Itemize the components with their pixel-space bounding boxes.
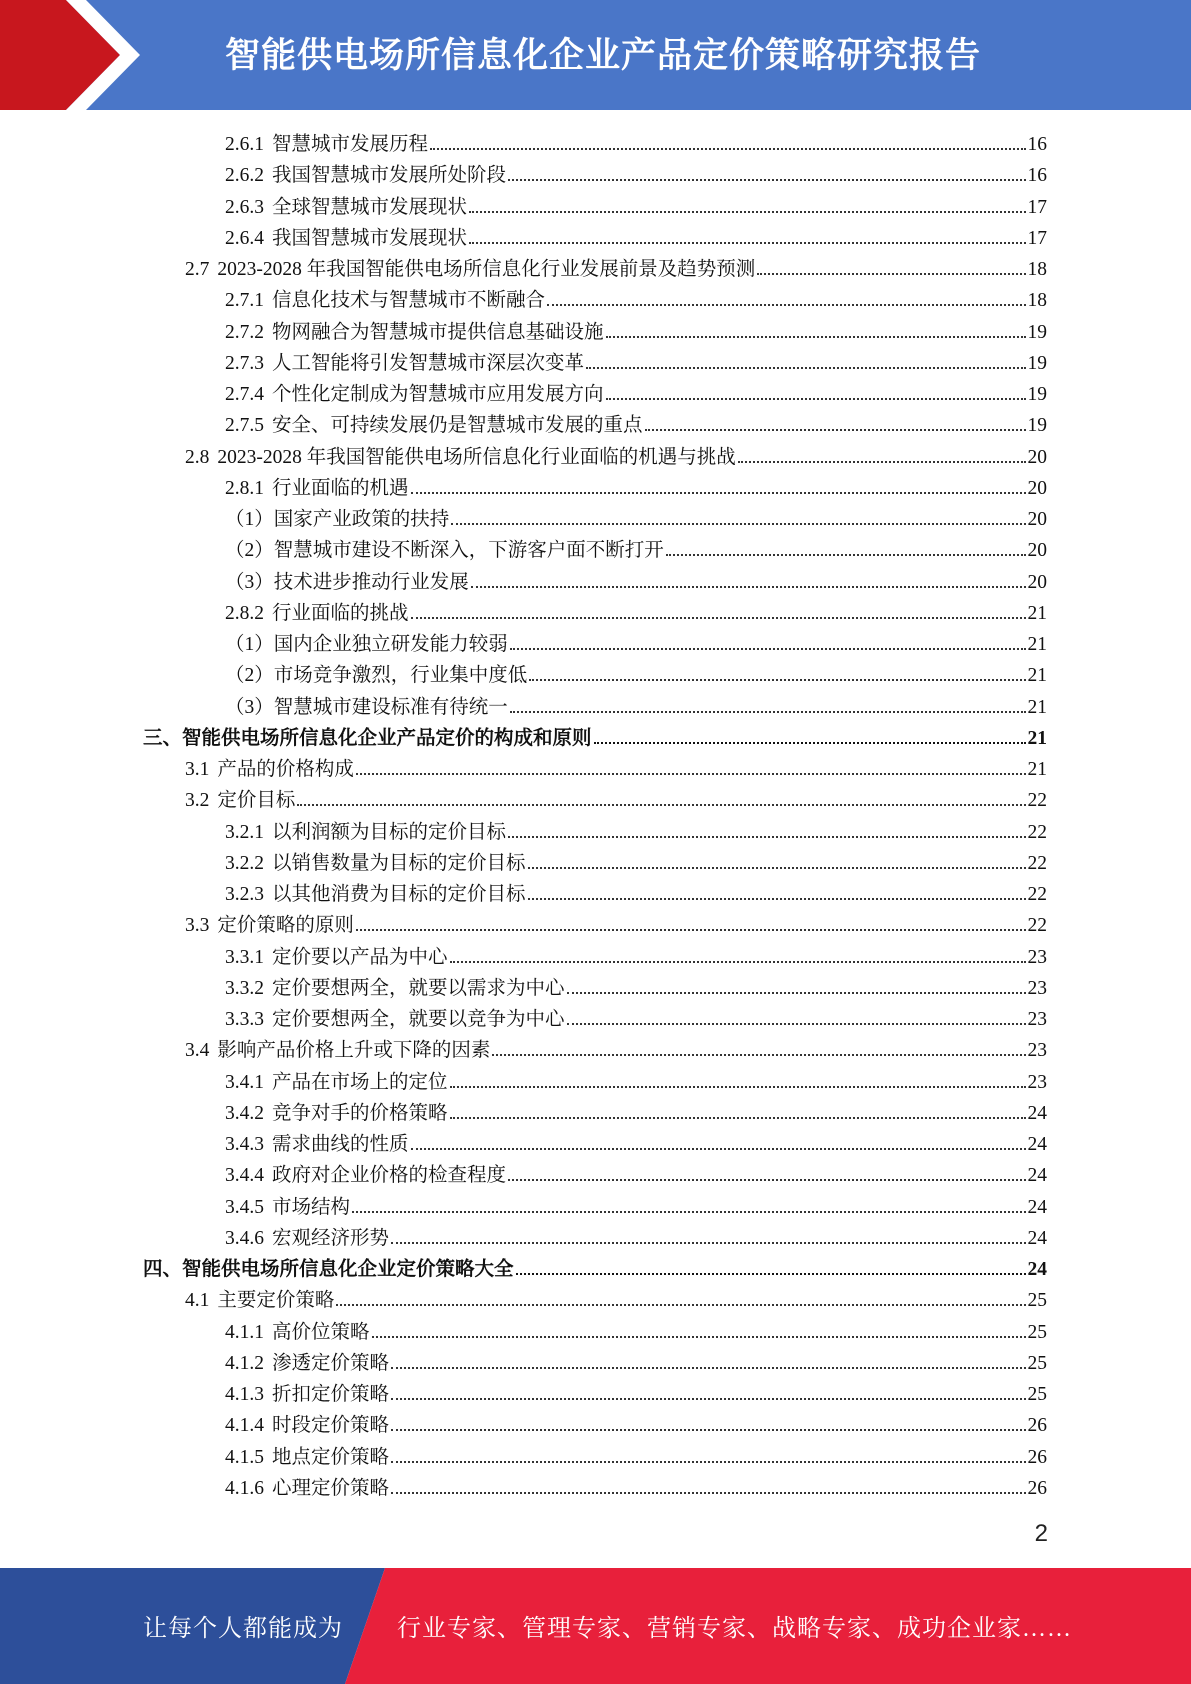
toc-entry-page: 21	[1027, 602, 1047, 624]
toc-entry-label: 以其他消费为目标的定价目标	[272, 884, 526, 905]
toc-entry-page: 24	[1027, 1165, 1047, 1187]
toc-entry[interactable]	[225, 846, 1047, 877]
toc-entry[interactable]	[185, 783, 1047, 814]
toc-entry-page: 20	[1027, 477, 1047, 499]
toc-entry-page: 24	[1027, 1102, 1047, 1124]
toc-leader-dots	[469, 190, 1025, 213]
toc-entry-page: 22	[1027, 821, 1047, 843]
toc-leader-dots	[508, 158, 1025, 181]
toc-leader-dots	[450, 1096, 1026, 1119]
toc-leader-dots	[586, 346, 1025, 369]
toc-entry-number: 2.7.5	[225, 415, 264, 437]
toc-entry-label: 产品的价格构成	[217, 759, 354, 780]
toc-entry-page: 21	[1027, 634, 1047, 655]
toc-leader-dots	[567, 971, 1026, 994]
toc-leader-dots	[606, 315, 1026, 338]
toc-entry[interactable]	[225, 627, 1047, 658]
toc-entry[interactable]	[185, 1033, 1047, 1064]
toc-entry[interactable]	[225, 158, 1047, 189]
toc-leader-dots	[391, 1221, 1025, 1244]
toc-entry[interactable]	[225, 1221, 1047, 1252]
footer-slogan-left: 让每个人都能成为	[143, 1616, 343, 1642]
toc-entry-page: 23	[1027, 1071, 1047, 1093]
toc-leader-dots	[529, 658, 1025, 681]
toc-entry-page: 26	[1027, 1446, 1047, 1468]
toc-entry[interactable]	[225, 877, 1047, 908]
toc-entry-label: 我国智慧城市发展现状	[272, 227, 468, 249]
toc-leader-dots	[336, 1283, 1025, 1306]
report-title: 智能供电场所信息化企业产品定价策略研究报告	[225, 36, 982, 76]
toc-entry[interactable]	[225, 815, 1047, 846]
toc-entry[interactable]	[225, 1346, 1047, 1377]
toc-entry-page: 21	[1027, 727, 1047, 749]
toc-entry[interactable]	[225, 1190, 1047, 1221]
toc-entry-number: 2.7.3	[225, 352, 264, 374]
toc-leader-dots	[567, 1002, 1026, 1025]
toc-entry-page: 25	[1027, 1384, 1047, 1405]
toc-entry[interactable]	[225, 565, 1047, 596]
toc-entry-label: 定价要想两全，就要以需求为中心	[272, 977, 565, 999]
toc-entry-page: 18	[1027, 259, 1047, 280]
toc-entry-number: 3.2.1	[225, 821, 264, 843]
toc-entry-label: 定价要以产品为中心	[272, 946, 448, 968]
toc-entry-number: 3.2.3	[225, 884, 264, 905]
toc-entry[interactable]	[225, 408, 1047, 439]
toc-entry-number: 4.1.6	[225, 1477, 264, 1499]
toc-entry-page: 16	[1027, 165, 1047, 187]
toc-entry[interactable]	[225, 471, 1047, 502]
toc-entry-label: 定价策略的原则	[217, 915, 354, 937]
toc-entry[interactable]	[143, 1252, 1047, 1283]
toc-entry-number: 4.1.1	[225, 1321, 264, 1343]
toc-entry-number: （1）	[225, 634, 274, 655]
toc-entry-label: 定价要想两全，就要以竞争为中心	[272, 1009, 565, 1030]
toc-leader-dots	[391, 1346, 1025, 1369]
toc-entry-number: 2.8	[185, 446, 210, 468]
toc-entry-label: 智慧城市发展历程	[272, 134, 429, 155]
toc-entry[interactable]	[225, 1377, 1047, 1408]
toc-leader-dots	[738, 440, 1026, 463]
toc-entry-number: 2.8.2	[225, 602, 264, 624]
toc-entry-number: 3.4.1	[225, 1071, 264, 1093]
toc-entry-label: 国内企业独立研发能力较弱	[273, 634, 508, 655]
toc-entry-number: 4.1.3	[225, 1384, 264, 1405]
toc-entry-page: 26	[1027, 1477, 1047, 1499]
toc-leader-dots	[469, 221, 1025, 244]
toc-leader-dots	[450, 940, 1026, 963]
toc-entry-label: 政府对企业价格的检查程度	[272, 1165, 507, 1187]
toc-entry-number: 4.1.4	[225, 1415, 264, 1437]
toc-entry-page: 16	[1027, 134, 1047, 155]
page-header	[0, 0, 1191, 110]
toc-entry-label: 智慧城市建设标准有待统一	[273, 696, 508, 718]
toc-entry-page: 19	[1027, 352, 1047, 374]
toc-entry-page: 23	[1027, 1040, 1047, 1062]
toc-leader-dots	[516, 1252, 1026, 1275]
toc-leader-dots	[492, 1033, 1025, 1056]
toc-entry-number: 3.1	[185, 759, 210, 780]
toc-leader-dots	[471, 565, 1026, 588]
toc-entry-label: 个性化定制成为智慧城市应用发展方向	[272, 384, 604, 405]
toc-leader-dots	[508, 815, 1025, 838]
toc-entry[interactable]	[225, 971, 1047, 1002]
toc-entry[interactable]	[225, 1158, 1047, 1189]
toc-entry-number: 三、	[143, 727, 183, 749]
toc-entry-label: 技术进步推动行业发展	[273, 571, 469, 593]
toc-leader-dots	[528, 877, 1026, 900]
toc-entry[interactable]	[225, 658, 1047, 689]
toc-entry-number: 3.3.2	[225, 977, 264, 999]
toc-entry-number: 3.4.6	[225, 1227, 264, 1249]
toc-entry-page: 26	[1027, 1415, 1047, 1437]
toc-entry-number: 四、	[143, 1259, 183, 1280]
toc-entry-number: （2）	[225, 540, 274, 562]
toc-entry-label: 心理定价策略	[272, 1477, 390, 1499]
toc-entry-number: 2.7.4	[225, 384, 264, 405]
toc-entry-label: 国家产业政策的扶持	[273, 509, 450, 530]
toc-entry-label: 主要定价策略	[217, 1290, 335, 1312]
toc-entry-label: 宏观经济形势	[272, 1227, 390, 1249]
toc-leader-dots	[356, 908, 1026, 931]
toc-entry-page: 21	[1027, 759, 1047, 780]
toc-entry[interactable]	[225, 377, 1047, 408]
toc-entry-page: 24	[1027, 1196, 1047, 1218]
toc-entry-page: 17	[1027, 227, 1047, 249]
toc-leader-dots	[411, 596, 1026, 619]
toc-entry[interactable]	[143, 721, 1047, 752]
toc-entry[interactable]	[225, 127, 1047, 158]
toc-entry-label: 智能供电场所信息化企业产品定价的构成和原则	[182, 727, 592, 749]
toc-leader-dots	[356, 752, 1026, 775]
toc-entry-page: 20	[1027, 446, 1047, 468]
toc-leader-dots	[411, 471, 1026, 494]
toc-entry-label: 以利润额为目标的定价目标	[272, 821, 507, 843]
toc-entry-page: 23	[1027, 1009, 1047, 1030]
toc-entry-number: 3.2.2	[225, 852, 264, 874]
toc-entry[interactable]	[225, 1002, 1047, 1033]
toc-entry-page: 22	[1027, 915, 1047, 937]
toc-entry-page: 19	[1027, 321, 1047, 343]
toc-entry-label: 我国智慧城市发展所处阶段	[272, 165, 507, 187]
toc-leader-dots	[391, 1440, 1025, 1463]
toc-entry-label: 产品在市场上的定位	[272, 1071, 448, 1093]
toc-entry-number: 2.7.1	[225, 290, 264, 312]
toc-entry-number: 3.4.2	[225, 1102, 264, 1124]
toc-entry-label: 全球智慧城市发展现状	[272, 196, 468, 218]
toc-entry-page: 25	[1027, 1290, 1047, 1312]
toc-entry-number: 3.4.4	[225, 1165, 264, 1187]
toc-leader-dots	[594, 721, 1026, 744]
toc-entry-number: 3.4.3	[225, 1134, 264, 1155]
header-chevron-icon	[0, 0, 160, 110]
toc-entry[interactable]	[225, 502, 1047, 533]
toc-entry-label: 信息化技术与智慧城市不断融合	[272, 290, 546, 312]
toc-entry-page: 20	[1027, 540, 1047, 562]
toc-entry-page: 20	[1027, 571, 1047, 593]
toc-entry-label: 渗透定价策略	[272, 1352, 390, 1374]
toc-entry[interactable]	[225, 1440, 1047, 1471]
toc-entry-page: 24	[1027, 1227, 1047, 1249]
toc-entry-label: 时段定价策略	[272, 1415, 390, 1437]
page-number: 2	[1034, 1520, 1048, 1547]
toc-entry-page: 19	[1027, 415, 1047, 437]
toc-entry-label: 高价位策略	[272, 1321, 370, 1343]
toc-leader-dots	[391, 1408, 1025, 1431]
toc-entry[interactable]	[225, 1065, 1047, 1096]
toc-entry[interactable]	[225, 1471, 1047, 1502]
toc-entry-label: 2023-2028 年我国智能供电场所信息化行业面临的机遇与挑战	[217, 446, 736, 468]
toc-entry-label: 安全、可持续发展仍是智慧城市发展的重点	[272, 415, 643, 437]
toc-entry[interactable]	[225, 190, 1047, 221]
toc-leader-dots	[547, 283, 1025, 306]
toc-leader-dots	[451, 502, 1025, 525]
toc-entry-label: 市场结构	[272, 1196, 351, 1218]
toc-entry-number: （3）	[225, 571, 274, 593]
toc-entry-label: 行业面临的挑战	[272, 602, 409, 624]
toc-entry-number: 4.1.2	[225, 1352, 264, 1374]
toc-entry-number: 3.3.1	[225, 946, 264, 968]
toc-entry-label: 行业面临的机遇	[272, 477, 409, 499]
toc-entry-page: 21	[1027, 665, 1047, 687]
toc-entry-page: 24	[1027, 1134, 1047, 1155]
toc-entry-label: 人工智能将引发智慧城市深层次变革	[272, 352, 585, 374]
toc-entry[interactable]	[225, 1315, 1047, 1346]
toc-entry-number: 2.6.1	[225, 134, 264, 155]
toc-leader-dots	[606, 377, 1026, 400]
toc-entry[interactable]	[225, 1096, 1047, 1127]
toc-entry[interactable]	[185, 752, 1047, 783]
toc-entry[interactable]	[225, 596, 1047, 627]
toc-entry[interactable]	[185, 252, 1047, 283]
toc-entry-number: 2.7	[185, 259, 210, 280]
toc-leader-dots	[430, 127, 1025, 150]
toc-entry[interactable]	[225, 1408, 1047, 1439]
toc-entry-number: 4.1.5	[225, 1446, 264, 1468]
toc-entry[interactable]	[225, 690, 1047, 721]
toc-entry[interactable]	[225, 346, 1047, 377]
toc-leader-dots	[391, 1377, 1025, 1400]
toc-leader-dots	[372, 1315, 1026, 1338]
toc-leader-dots	[645, 408, 1026, 431]
toc-entry-page: 17	[1027, 196, 1047, 218]
toc-leader-dots	[510, 690, 1026, 713]
toc-entry-number: （3）	[225, 696, 274, 718]
toc-leader-dots	[391, 1471, 1025, 1494]
toc-entry[interactable]	[225, 940, 1047, 971]
toc-entry-number: 4.1	[185, 1290, 210, 1312]
toc-entry-number: 3.2	[185, 790, 210, 812]
toc-entry-label: 定价目标	[217, 790, 296, 812]
toc-entry-page: 18	[1027, 290, 1047, 312]
toc-entry[interactable]	[185, 440, 1047, 471]
toc-entry-label: 影响产品价格上升或下降的因素	[217, 1040, 491, 1062]
toc-leader-dots	[297, 783, 1025, 806]
toc-entry-number: 3.3	[185, 915, 210, 937]
toc-entry[interactable]	[185, 1283, 1047, 1314]
toc-entry-number: 2.6.2	[225, 165, 264, 187]
toc-entry-number: 3.4	[185, 1040, 210, 1062]
toc-leader-dots	[411, 1127, 1026, 1150]
toc-entry-page: 24	[1027, 1259, 1047, 1280]
toc-entry-label: 竞争对手的价格策略	[272, 1102, 448, 1124]
toc-entry-label: 折扣定价策略	[272, 1384, 390, 1405]
toc-entry-label: 物网融合为智慧城市提供信息基础设施	[272, 321, 604, 343]
toc-entry[interactable]	[225, 221, 1047, 252]
toc-entry-page: 22	[1027, 790, 1047, 812]
page-footer	[0, 1568, 1191, 1684]
toc-entry-number: 3.4.5	[225, 1196, 264, 1218]
toc-entry-page: 21	[1027, 696, 1047, 718]
toc-entry-page: 20	[1027, 509, 1047, 530]
toc-leader-dots	[528, 846, 1026, 869]
toc-entry-number: 2.8.1	[225, 477, 264, 499]
toc-entry-label: 智慧城市建设不断深入，下游客户面不断打开	[273, 540, 664, 562]
toc-entry-number: （1）	[225, 509, 274, 530]
toc-entry[interactable]	[185, 908, 1047, 939]
toc-entry-page: 23	[1027, 977, 1047, 999]
toc-entry-label: 市场竞争激烈，行业集中度低	[273, 665, 528, 687]
toc-leader-dots	[510, 627, 1026, 650]
toc-entry-label: 以销售数量为目标的定价目标	[272, 852, 526, 874]
toc-entry-page: 25	[1027, 1352, 1047, 1374]
toc-entry-page: 22	[1027, 852, 1047, 874]
toc-entry-label: 需求曲线的性质	[272, 1134, 409, 1155]
toc-entry-label: 2023-2028 年我国智能供电场所信息化行业发展前景及趋势预测	[217, 259, 756, 280]
toc-leader-dots	[757, 252, 1025, 275]
toc-leader-dots	[352, 1190, 1025, 1213]
toc-entry-number: 3.3.3	[225, 1009, 264, 1030]
toc-entry[interactable]	[225, 533, 1047, 564]
footer-slogan-right: 行业专家、管理专家、营销专家、战略专家、成功企业家……	[397, 1616, 1072, 1642]
toc-leader-dots	[666, 533, 1026, 556]
toc-entry-page: 22	[1027, 884, 1047, 905]
toc-entry[interactable]	[225, 283, 1047, 314]
toc-entry-number: （2）	[225, 665, 274, 687]
toc-entry[interactable]	[225, 1127, 1047, 1158]
toc-entry-number: 2.7.2	[225, 321, 264, 343]
toc-entry-page: 19	[1027, 384, 1047, 405]
toc-entry-label: 地点定价策略	[272, 1446, 390, 1468]
toc-entry-number: 2.6.3	[225, 196, 264, 218]
toc-leader-dots	[508, 1158, 1025, 1181]
toc-entry-number: 2.6.4	[225, 227, 264, 249]
toc-entry-label: 智能供电场所信息化企业定价策略大全	[182, 1259, 514, 1280]
toc-entry-page: 23	[1027, 946, 1047, 968]
toc-leader-dots	[450, 1065, 1026, 1088]
toc-entry-page: 25	[1027, 1321, 1047, 1343]
toc-entry[interactable]	[225, 315, 1047, 346]
